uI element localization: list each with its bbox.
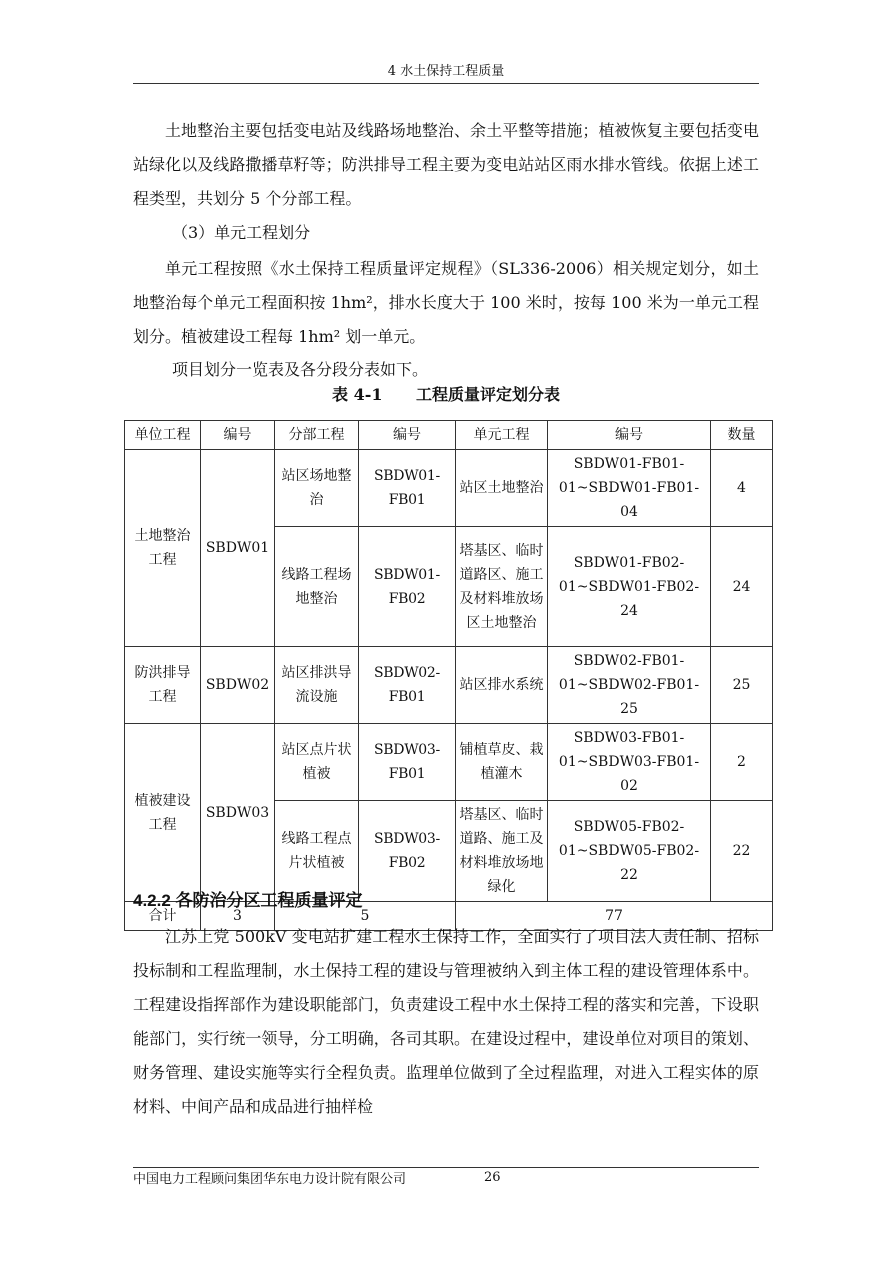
table-header-row [125, 421, 773, 450]
range-cell: SBDW01-FB02-01~SBDW01-FB02-24 [548, 527, 711, 647]
sub-project-cell: 线路工程场地整治 [275, 527, 359, 647]
page-number: 26 [484, 1170, 501, 1185]
element-cell: 站区排水系统 [456, 647, 548, 724]
total-label-cell: 合计 [125, 902, 201, 931]
sub-project-cell: 站区场地整治 [275, 450, 359, 527]
unit-cell: 植被建设工程 [125, 724, 201, 902]
range-cell: SBDW02-FB01-01~SBDW02-FB01-25 [548, 647, 711, 724]
header-cell: 分部工程 [275, 421, 359, 450]
paragraph-section-body: 江苏上党 500kV 变电站扩建工程水土保持工作，全面实行了项目法人责任制、招标投标制和工程监理制，水土保持工程的建设与管理被纳入到主体工程的建设管理体系中。工程建设指挥部作为建设职能部门，负责建设工程中水土保持工程的落实和完善，下设职能部门，实行统一领导，分工明确，各司其职。在建设过程中，建设单位对项目的策划、财务管理、建设实施等实行全程负责。监理单位做到了全过程监理，对进入工程实体的原材料、中间产品和成品进行抽样检 [133, 927, 759, 1116]
total-units-cell: 3 [201, 902, 275, 931]
total-subs-cell: 5 [275, 902, 456, 931]
subheading-unit-division: （3）单元工程划分 [172, 223, 311, 242]
count-cell: 22 [711, 801, 773, 902]
unit-cell: 防洪排导工程 [125, 647, 201, 724]
sub-code-cell: SBDW01-FB02 [359, 527, 456, 647]
header-divider [133, 83, 759, 84]
section-heading: 4.2.2 各防治分区工程质量评定 [133, 891, 363, 910]
footer-divider [133, 1167, 759, 1168]
sub-code-cell: SBDW02-FB01 [359, 647, 456, 724]
count-cell: 2 [711, 724, 773, 801]
page-header-title: 4 水土保持工程质量 [387, 64, 505, 79]
quality-division-table [124, 420, 773, 931]
total-elements-cell: 77 [456, 902, 773, 931]
sub-project-cell: 线路工程点片状植被 [275, 801, 359, 902]
sub-code-cell: SBDW03-FB01 [359, 724, 456, 801]
element-cell: 站区土地整治 [456, 450, 548, 527]
table-row [125, 450, 773, 527]
table-caption: 表 4-1 工程质量评定划分表 [332, 385, 560, 404]
paragraph-unit-rules: 单元工程按照《水土保持工程质量评定规程》（SL336-2006）相关规定划分，如土地整治每个单元工程面积按 1hm²，排水长度大于 100 米时，按每 100 米为一单元工程划分。植被建设工程每 1hm² 划一单元。 [133, 259, 759, 346]
unit-code-cell: SBDW01 [201, 450, 275, 647]
paragraph-land-measures: 土地整治主要包括变电站及线路场地整治、余土平整等措施；植被恢复主要包括变电站绿化以及线路撒播草籽等；防洪排导工程主要为变电站站区雨水排水管线。依据上述工程类型，共划分 5 个分部工程。 [133, 121, 759, 208]
unit-cell: 土地整治工程 [125, 450, 201, 647]
count-cell: 25 [711, 647, 773, 724]
header-cell: 编号 [359, 421, 456, 450]
header-cell: 编号 [548, 421, 711, 450]
sub-code-cell: SBDW01-FB01 [359, 450, 456, 527]
element-cell: 塔基区、临时道路、施工及材料堆放场地绿化 [456, 801, 548, 902]
header-cell: 数量 [711, 421, 773, 450]
sub-project-cell: 站区排洪导流设施 [275, 647, 359, 724]
sub-project-cell: 站区点片状植被 [275, 724, 359, 801]
element-cell: 铺植草皮、栽植灌木 [456, 724, 548, 801]
table-row [125, 647, 773, 724]
count-cell: 24 [711, 527, 773, 647]
range-cell: SBDW05-FB02-01~SBDW05-FB02-22 [548, 801, 711, 902]
range-cell: SBDW03-FB01-01~SBDW03-FB01-02 [548, 724, 711, 801]
unit-code-cell: SBDW02 [201, 647, 275, 724]
count-cell: 4 [711, 450, 773, 527]
element-cell: 塔基区、临时道路区、施工及材料堆放场区土地整治 [456, 527, 548, 647]
footer-company: 中国电力工程顾问集团华东电力设计院有限公司 [133, 1172, 407, 1187]
header-cell: 单元工程 [456, 421, 548, 450]
header-cell: 编号 [201, 421, 275, 450]
range-cell: SBDW01-FB01-01~SBDW01-FB01-04 [548, 450, 711, 527]
unit-code-cell: SBDW03 [201, 724, 275, 902]
sub-code-cell: SBDW03-FB02 [359, 801, 456, 902]
paragraph-table-intro: 项目划分一览表及各分段分表如下。 [172, 360, 429, 379]
header-cell: 单位工程 [125, 421, 201, 450]
table-row [125, 724, 773, 801]
